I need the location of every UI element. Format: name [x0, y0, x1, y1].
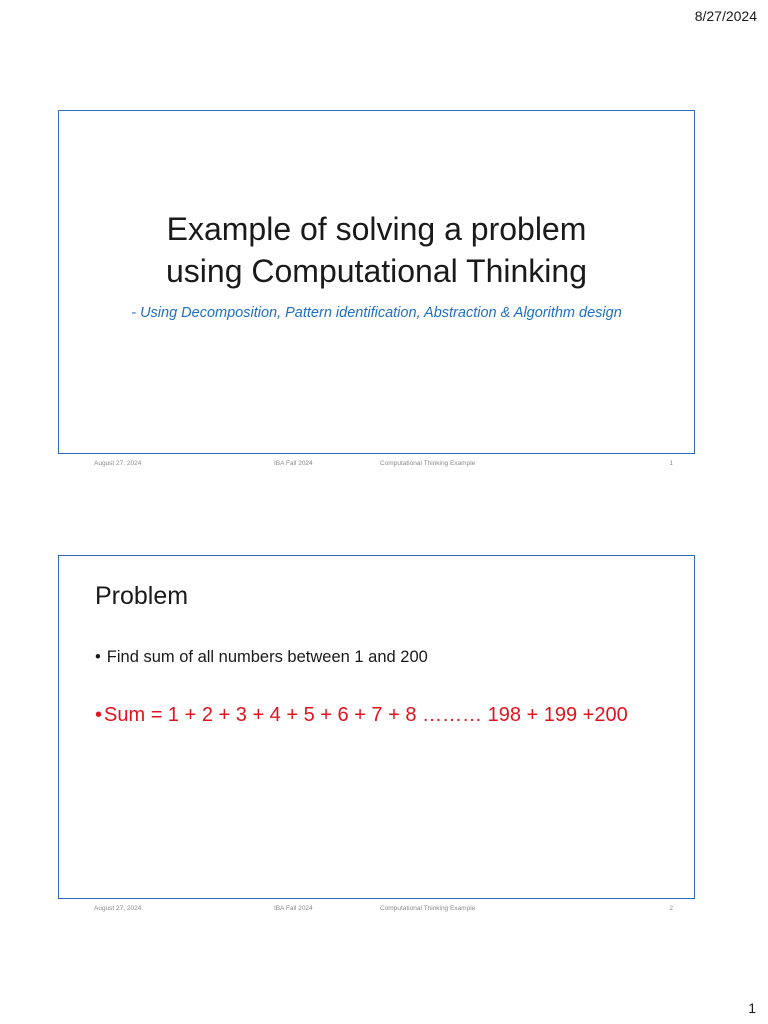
- slide-title-line-1: Example of solving a problem: [166, 211, 587, 247]
- slide-2: [58, 555, 695, 899]
- slide-heading: Problem: [95, 582, 189, 610]
- footer-slide-number: 1: [669, 460, 673, 467]
- handout-date: 8/27/2024: [694, 8, 757, 24]
- bullet-dot-icon: •: [95, 648, 101, 666]
- bullet-text: Find sum of all numbers between 1 and 200: [106, 648, 428, 666]
- bullet-item-highlight: [95, 704, 628, 727]
- slide-title: [59, 208, 694, 292]
- slide-title-line-2: using Computational Thinking: [166, 253, 587, 289]
- slide-subtitle: - Using Decomposition, Pattern identification, Abstraction & Algorithm design: [131, 305, 622, 321]
- footer-slide-number: 2: [669, 905, 673, 912]
- footer-course: IBA Fall 2024: [274, 460, 313, 467]
- footer-topic: Computational Thinking Example: [380, 460, 476, 467]
- footer-course: IBA Fall 2024: [274, 905, 313, 912]
- slide-1-footer: [58, 460, 695, 472]
- slide-1: [58, 110, 695, 454]
- bullet-dot-icon: •: [95, 704, 103, 726]
- bullet-text: Sum = 1 + 2 + 3 + 4 + 5 + 6 + 7 + 8 ……… 198 + 199 +200: [104, 704, 628, 726]
- footer-date: August 27, 2024: [94, 460, 142, 467]
- slide-2-footer: [58, 905, 695, 917]
- footer-topic: Computational Thinking Example: [380, 905, 476, 912]
- handout-page-number: 1: [748, 1000, 756, 1016]
- bullet-item: [95, 648, 428, 667]
- footer-date: August 27, 2024: [94, 905, 142, 912]
